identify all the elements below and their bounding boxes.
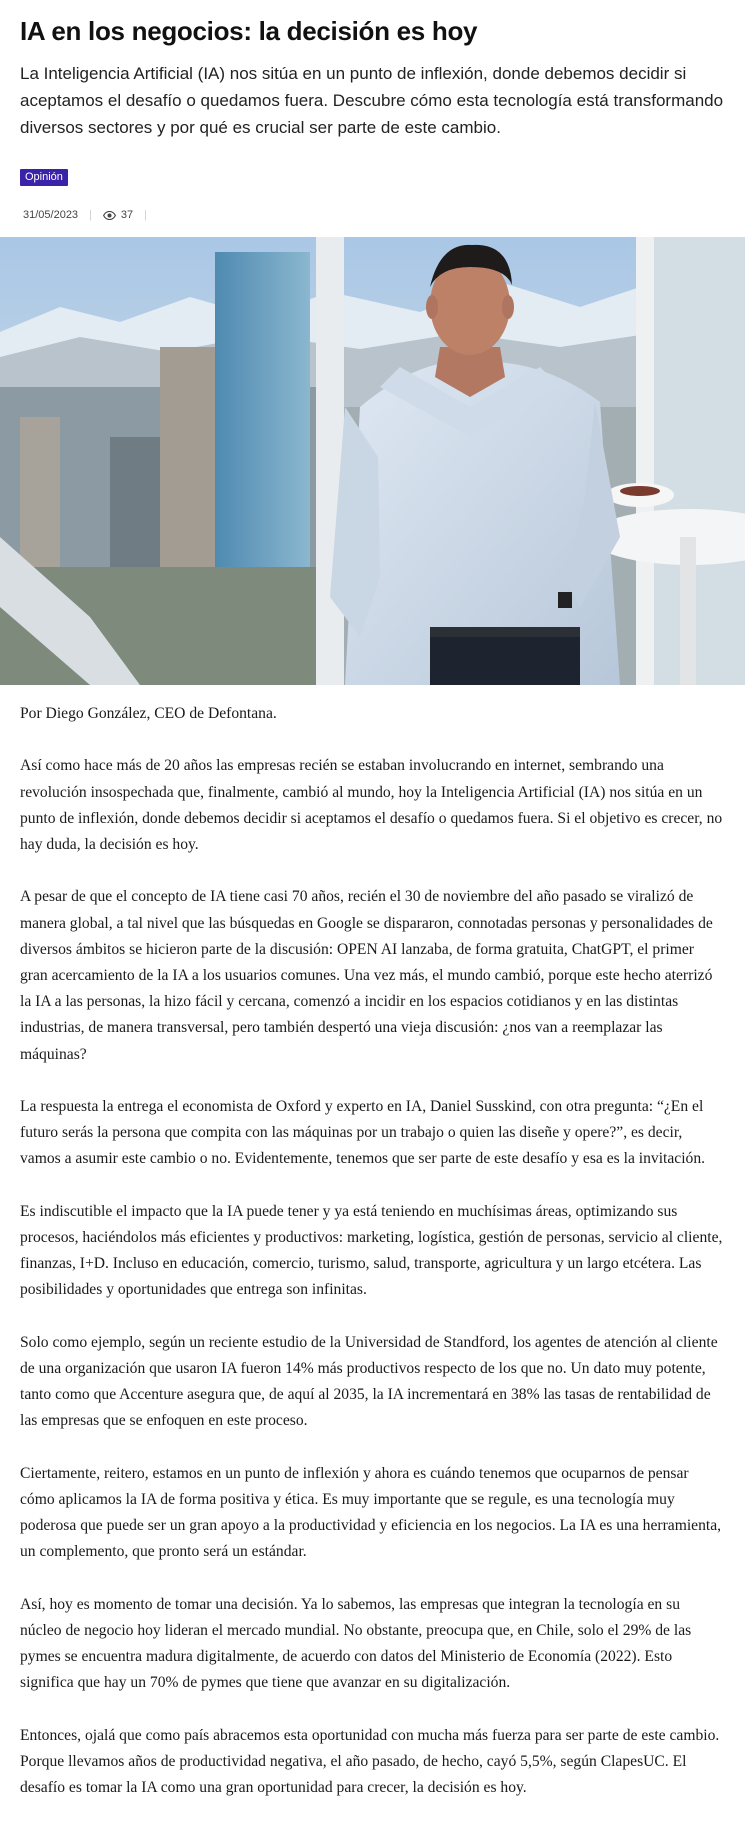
view-count-value: 37 xyxy=(120,209,134,221)
body-paragraph: Así, hoy es momento de tomar una decisión. Ya lo sabemos, las empresas que integran la tecnología en su núcleo de negocio hoy lideran el mercado mundial. No obstante, preocupa que, en Chile, solo el 29% de las pymes se encuentra madura digitalmente, de acuerdo con datos del Ministerio de Economía (2022). Esto significa que hay un 70% de pymes que tiene que avanzar en su digitalización. xyxy=(20,1595,692,1692)
body-paragraph: Solo como ejemplo, según un reciente estudio de la Universidad de Standford, los agentes de atención al cliente de una organización que usaron IA fueron 14% más productivos respecto de los que no. Un dato muy potente, tanto como que Accenture asegura que, de aquí al 2035, la IA incrementará en 38% las tasas de rentabilidad de las empresas que se enfoquen en este proceso. xyxy=(20,1333,718,1430)
body-paragraph: A pesar de que el concepto de IA tiene casi 70 años, recién el 30 de noviembre del año pasado se viralizó de manera global, a tal nivel que las búsquedas en Google se dispararon, connotadas personas y personalidades de diversos ámbitos se hicieron parte de la discusión: OPEN AI lanzaba, de forma gratuita, ChatGPT, el primer gran acercamiento de la IA a los usuarios comunes. Una vez más, el mundo cambió, porque este hecho aterrizó la IA a las personas, la hizo fácil y cercana, comenzó a incidir en los espacios cotidianos y en las distintas industrias, de manera transversal, pero también despertó una vieja discusión: ¿nos van a reemplazar las máquinas? xyxy=(20,888,713,1063)
view-count xyxy=(103,209,133,221)
category-badge[interactable]: Opinión xyxy=(20,169,68,186)
meta-divider: | xyxy=(89,209,92,221)
body-paragraph: Entonces, ojalá que como país abracemos esta oportunidad con mucha más fuerza para ser parte de este cambio. Porque llevamos años de productividad negativa, el año pasado, de hecho, cayó 5,5%, según ClapesUC. El desafío es tomar la IA como una gran oportunidad para crecer, la decisión es hoy. xyxy=(20,1726,720,1797)
article-title: IA en los negocios: la decisión es hoy xyxy=(20,16,478,46)
body-paragraph: Así como hace más de 20 años las empresas recién se estaban involucrando en internet, sembrando una revolución insospechada que, finalmente, cambió al mundo, hoy la Inteligencia Artificial (IA) nos sitúa en un punto de inflexión, donde debemos decidir si aceptamos el desafío o quedamos fuera. Si el objetivo es crecer, no hay duda, la decisión es hoy. xyxy=(20,757,723,853)
hero-photo-illustration xyxy=(0,237,745,685)
article-meta xyxy=(0,185,745,223)
meta-divider: | xyxy=(144,209,148,221)
byline: Por Diego González, CEO de Defontana. xyxy=(20,705,277,722)
eye-icon xyxy=(103,211,116,220)
article-body xyxy=(0,685,745,1801)
category-row xyxy=(0,141,745,185)
hero-photo xyxy=(0,237,745,685)
body-paragraph: Ciertamente, reitero, estamos en un punto de inflexión y ahora es cuándo tenemos que ocuparnos de pensar cómo aplicamos la IA de forma positiva y ética. Es muy importante que se regule, es una tecnología muy poderosa que puede ser un gran apoyo a la productividad y eficiencia en los negocios. La IA es una herramienta, un complemento, que pronto será un estándar. xyxy=(20,1464,722,1561)
body-paragraph: Es indiscutible el impacto que la IA puede tener y ya está teniendo en muchísimas áreas, optimizando sus procesos, haciéndolos más eficientes y productivos: marketing, logística, gestión de personas, servicio al cliente, finanzas, I+D. Incluso en educación, comercio, turismo, salud, transporte, agricultura y un largo etcétera. Las posibilidades y oportunidades que entrega son infinitas. xyxy=(20,1202,723,1299)
body-paragraph: La respuesta la entrega el economista de Oxford y experto en IA, Daniel Susskind, con otra pregunta: “¿En el futuro serás la persona que compita con las máquinas por un trabajo o quien las diseñe y opere?”, es decir, vamos a asumir este cambio o no. Evidentemente, tenemos que ser parte de este desafío y esa es la invitación. xyxy=(20,1098,706,1168)
article-lead: La Inteligencia Artificial (IA) nos sitúa en un punto de inflexión, donde debemos decidir si aceptamos el desafío o quedamos fuera. Descubre cómo esta tecnología está transformando diversos sectores y por qué es crucial ser parte de este cambio. xyxy=(20,64,724,137)
publish-date: 31/05/2023 xyxy=(23,209,79,221)
